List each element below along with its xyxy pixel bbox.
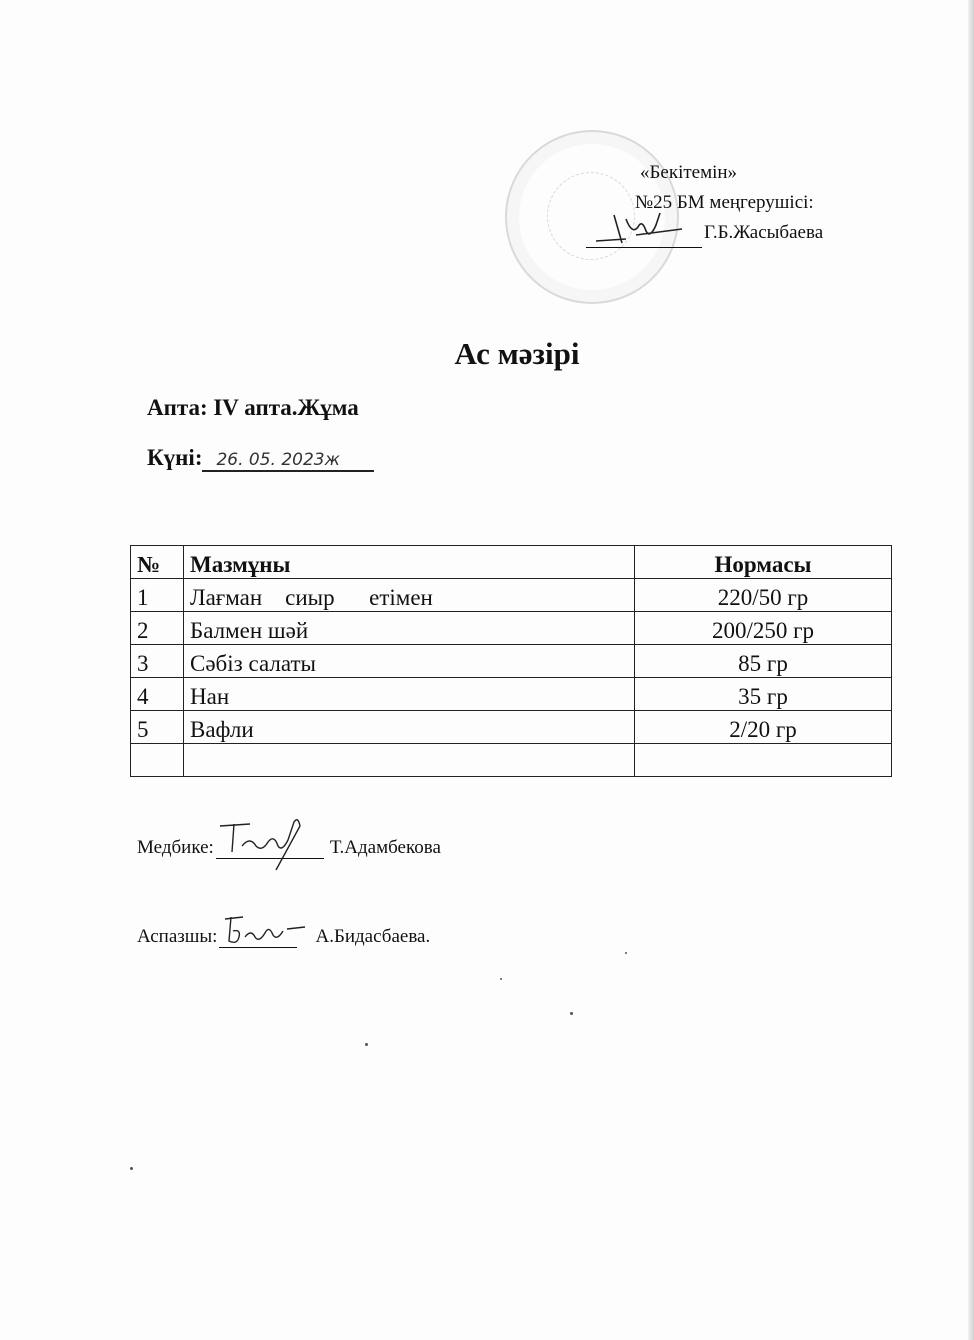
scan-speck [500,978,502,980]
scan-speck [365,1043,368,1046]
row-number: 4 [131,678,184,711]
nurse-name: Т.Адамбекова [329,837,441,858]
week-label: Апта: IV апта.Жұма [147,395,359,420]
nurse-label: Медбике: [137,837,214,858]
date-label: Күні: [147,445,203,470]
approver-signature [586,227,702,248]
header-content: Мазмұны [184,546,635,579]
row-norm: 85 гр [635,645,892,678]
header-norm: Нормасы [635,546,892,579]
row-content: Балмен шәй [184,612,635,645]
cook-signature [219,925,297,948]
row-norm: 35 гр [635,678,892,711]
table-row [131,678,892,711]
cook-name: А.Бидасбаева. [315,926,431,947]
menu-table [130,545,892,777]
approver-name: Г.Б.Жасыбаева [704,222,824,243]
header-number: № [131,546,184,579]
table-header-row [131,546,892,579]
table-row [131,744,892,777]
scan-speck [570,1012,573,1015]
approver-position: №25 БМ меңгерушісі: [635,192,814,213]
row-number: 1 [131,579,184,612]
row-number: 2 [131,612,184,645]
row-norm: 220/50 гр [635,579,892,612]
row-number: 3 [131,645,184,678]
approved-label: «Бекітемін» [640,162,738,183]
row-number [131,744,184,777]
row-content: Вафли [184,711,635,744]
date-row [147,445,374,472]
scan-speck [130,1167,133,1170]
nurse-signature-row [137,836,441,859]
approver-signature-line [586,218,823,248]
date-value: 26. 05. 2023ж [202,450,374,472]
row-content: Сәбіз салаты [184,645,635,678]
cook-label: Аспазшы: [137,926,218,947]
row-content [184,744,635,777]
nurse-signature-scribble [216,812,336,872]
nurse-signature [216,836,324,859]
row-norm: 2/20 гр [635,711,892,744]
scan-edge [968,0,974,1340]
row-content: Нан [184,678,635,711]
row-number: 5 [131,711,184,744]
cook-signature-scribble [221,911,311,951]
scan-speck [625,952,627,954]
table-row [131,711,892,744]
row-norm: 200/250 гр [635,612,892,645]
row-content: Лағман сиыр етімен [184,579,635,612]
row-norm [635,744,892,777]
approver-signature-scribble [586,205,702,245]
table-row [131,645,892,678]
table-row [131,579,892,612]
page-title: Ас мәзірі [454,336,580,371]
cook-signature-row [137,925,430,948]
table-row [131,612,892,645]
